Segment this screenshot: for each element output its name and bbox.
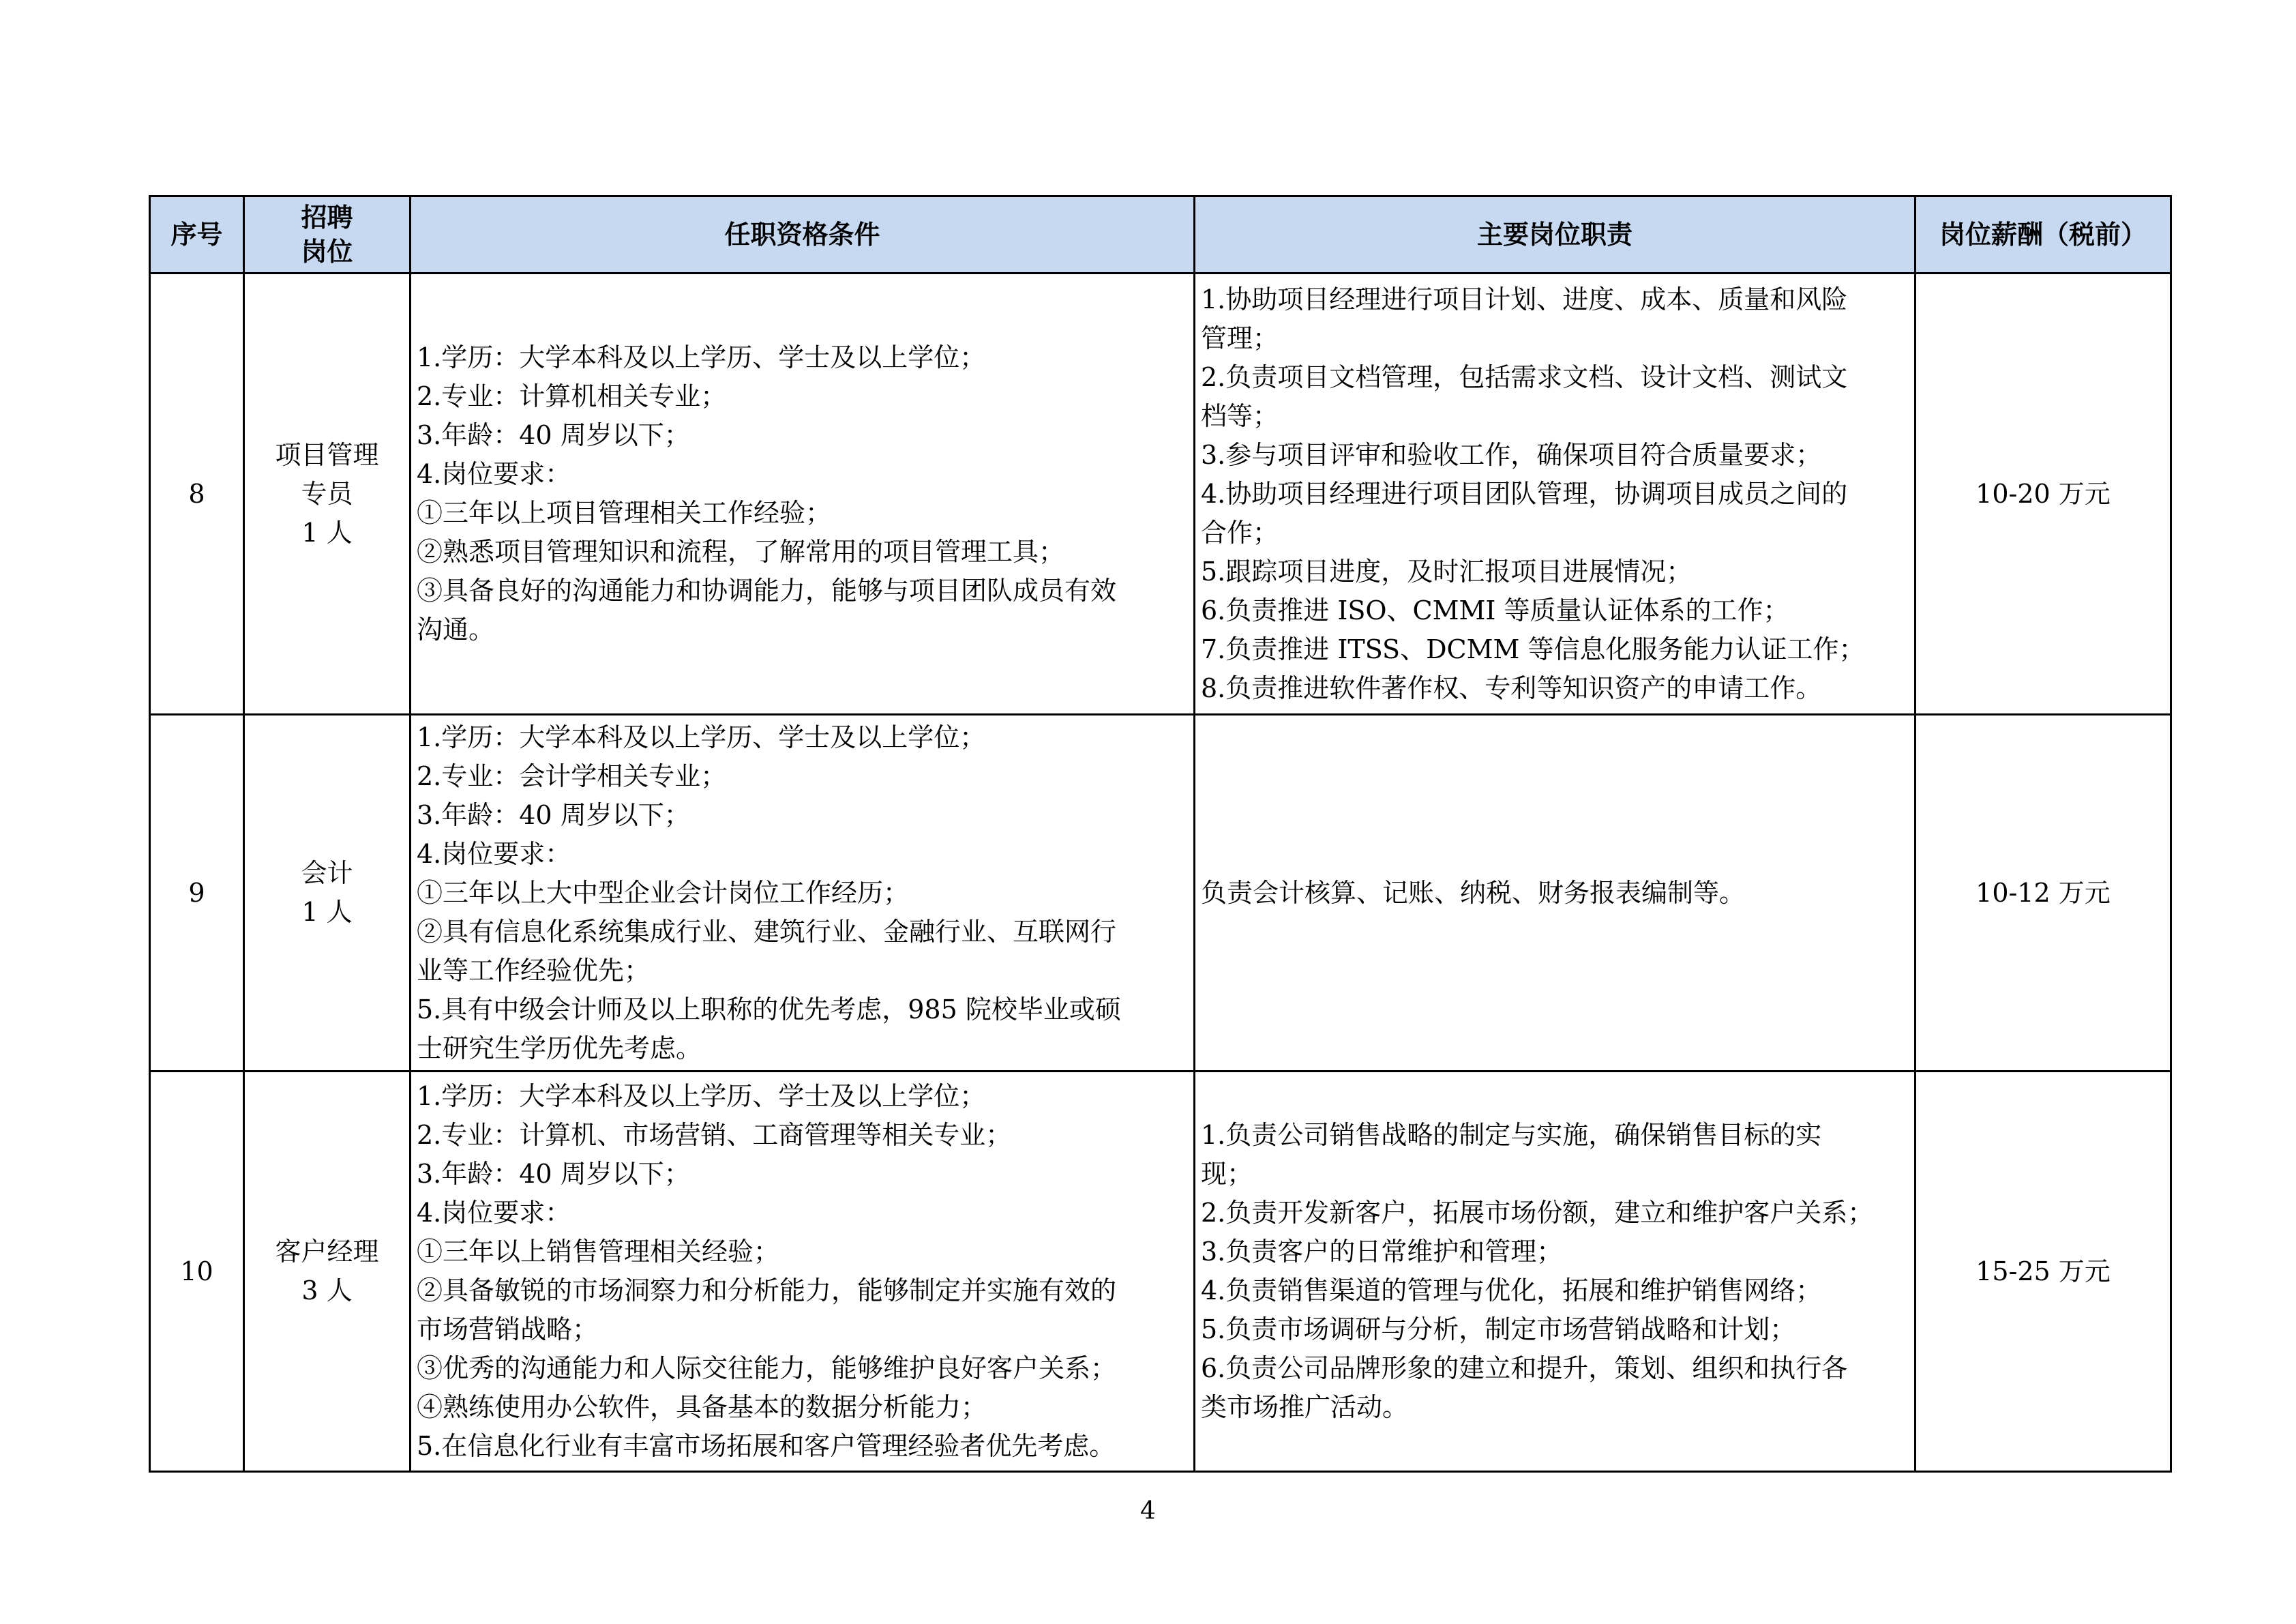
qualification-line: 2.专业：会计学相关专业； — [417, 761, 727, 791]
responsibility-line: 4.协助项目经理进行项目团队管理，协调项目成员之间的 — [1201, 478, 1848, 509]
responsibility-line: 3.负责客户的日常维护和管理； — [1201, 1237, 1563, 1267]
qualification-line: 4.岗位要求： — [417, 459, 571, 489]
responsibility-line: 管理； — [1201, 323, 1279, 353]
responsibility-line: 档等； — [1201, 400, 1279, 431]
responsibility-line: 现； — [1201, 1159, 1253, 1189]
table-header-row — [150, 196, 2171, 274]
responsibility-line: 8.负责推进软件著作权、专利等知识资产的申请工作。 — [1201, 673, 1822, 703]
header-index: 序号 — [150, 196, 244, 274]
qualification-line: 2.专业：计算机相关专业； — [417, 381, 727, 411]
row-position — [244, 274, 411, 715]
header-position-line: 岗位 — [301, 236, 353, 267]
qualification-line: 沟通。 — [417, 615, 495, 645]
responsibility-line: 5.负责市场调研与分析，制定市场营销战略和计划； — [1201, 1314, 1796, 1344]
qualification-line: ①三年以上销售管理相关经验； — [417, 1237, 780, 1267]
responsibility-line: 2.负责项目文档管理，包括需求文档、设计文档、测试文 — [1201, 361, 1848, 392]
row-responsibilities — [1195, 715, 1915, 1072]
qualification-line: 1.学历：大学本科及以上学历、学士及以上学位； — [417, 1081, 986, 1111]
responsibility-line: 2.负责开发新客户，拓展市场份额，建立和维护客户关系； — [1201, 1198, 1874, 1228]
responsibility-line: 5.跟踪项目进度，及时汇报项目进展情况； — [1201, 556, 1693, 587]
qualification-line: 4.岗位要求： — [417, 838, 571, 869]
position-line: 会计 — [301, 858, 353, 888]
row-qualifications — [411, 715, 1195, 1072]
qualification-line: 1.学历：大学本科及以上学历、学士及以上学位； — [417, 342, 986, 372]
qualification-line: 士研究生学历优先考虑。 — [417, 1033, 702, 1063]
row-position — [244, 1072, 411, 1472]
page-number: 4 — [1140, 1497, 1156, 1525]
row-position — [244, 715, 411, 1072]
table-row — [150, 1072, 2171, 1472]
qualification-line: ②熟悉项目管理知识和流程，了解常用的项目管理工具； — [417, 537, 1065, 567]
header-responsibilities: 主要岗位职责 — [1195, 196, 1915, 274]
responsibility-line: 合作； — [1201, 517, 1279, 548]
row-salary: 15-25 万元 — [1915, 1072, 2171, 1472]
row-index: 9 — [150, 715, 244, 1072]
position-line: 1 人 — [301, 517, 353, 548]
qualification-line: 5.具有中级会计师及以上职称的优先考虑，985 院校毕业或硕 — [417, 994, 1121, 1024]
qualification-line: 5.在信息化行业有丰富市场拓展和客户管理经验者优先考虑。 — [417, 1431, 1116, 1461]
qualification-line: 3.年龄：40 周岁以下； — [417, 799, 690, 830]
row-salary: 10-12 万元 — [1915, 715, 2171, 1072]
qualification-line: ①三年以上项目管理相关工作经验； — [417, 498, 832, 528]
qualification-line: 1.学历：大学本科及以上学历、学士及以上学位； — [417, 722, 986, 752]
qualification-line: ③优秀的沟通能力和人际交往能力，能够维护良好客户关系； — [417, 1353, 1117, 1383]
position-line: 1 人 — [301, 897, 353, 927]
qualification-line: ②具备敏锐的市场洞察力和分析能力，能够制定并实施有效的 — [417, 1275, 1117, 1305]
responsibility-line: 1.负责公司销售战略的制定与实施，确保销售目标的实 — [1201, 1120, 1822, 1150]
row-responsibilities — [1195, 274, 1915, 715]
header-position-line: 招聘 — [301, 202, 353, 233]
responsibility-line: 3.参与项目评审和验收工作，确保项目符合质量要求； — [1201, 439, 1822, 470]
responsibility-line: 6.负责推进 ISO、CMMI 等质量认证体系的工作； — [1201, 595, 1789, 625]
row-salary: 10-20 万元 — [1915, 274, 2171, 715]
recruitment-table — [149, 195, 2172, 1473]
row-index: 10 — [150, 1072, 244, 1472]
header-salary: 岗位薪酬（税前） — [1915, 196, 2171, 274]
position-line: 专员 — [301, 478, 353, 509]
qualification-line: 3.年龄：40 周岁以下； — [417, 420, 690, 450]
qualification-line: 业等工作经验优先； — [417, 955, 651, 986]
row-responsibilities — [1195, 1072, 1915, 1472]
responsibility-line: 1.协助项目经理进行项目计划、进度、成本、质量和风险 — [1201, 284, 1848, 314]
header-position — [244, 196, 411, 274]
qualification-line: 市场营销战略； — [417, 1314, 599, 1344]
position-line: 客户经理 — [275, 1237, 379, 1267]
header-qualifications: 任职资格条件 — [411, 196, 1195, 274]
responsibility-line: 7.负责推进 ITSS、DCMM 等信息化服务能力认证工作； — [1201, 634, 1865, 664]
position-line: 项目管理 — [275, 439, 379, 470]
responsibility-line: 6.负责公司品牌形象的建立和提升，策划、组织和执行各 — [1201, 1353, 1848, 1383]
responsibility-line: 类市场推广活动。 — [1201, 1392, 1409, 1422]
qualification-line: ②具有信息化系统集成行业、建筑行业、金融行业、互联网行 — [417, 916, 1117, 947]
qualification-line: ③具备良好的沟通能力和协调能力，能够与项目团队成员有效 — [417, 576, 1117, 606]
qualification-line: 3.年龄：40 周岁以下； — [417, 1159, 690, 1189]
qualification-line: ①三年以上大中型企业会计岗位工作经历； — [417, 877, 910, 908]
responsibility-line: 4.负责销售渠道的管理与优化，拓展和维护销售网络； — [1201, 1275, 1822, 1305]
qualification-line: 2.专业：计算机、市场营销、工商管理等相关专业； — [417, 1120, 1012, 1150]
qualification-line: ④熟练使用办公软件，具备基本的数据分析能力； — [417, 1392, 987, 1422]
row-qualifications — [411, 274, 1195, 715]
table-row — [150, 715, 2171, 1072]
qualification-line: 4.岗位要求： — [417, 1198, 571, 1228]
row-index: 8 — [150, 274, 244, 715]
position-line: 3 人 — [301, 1275, 353, 1305]
row-qualifications — [411, 1072, 1195, 1472]
responsibility-line: 负责会计核算、记账、纳税、财务报表编制等。 — [1201, 877, 1746, 908]
table-row — [150, 274, 2171, 715]
